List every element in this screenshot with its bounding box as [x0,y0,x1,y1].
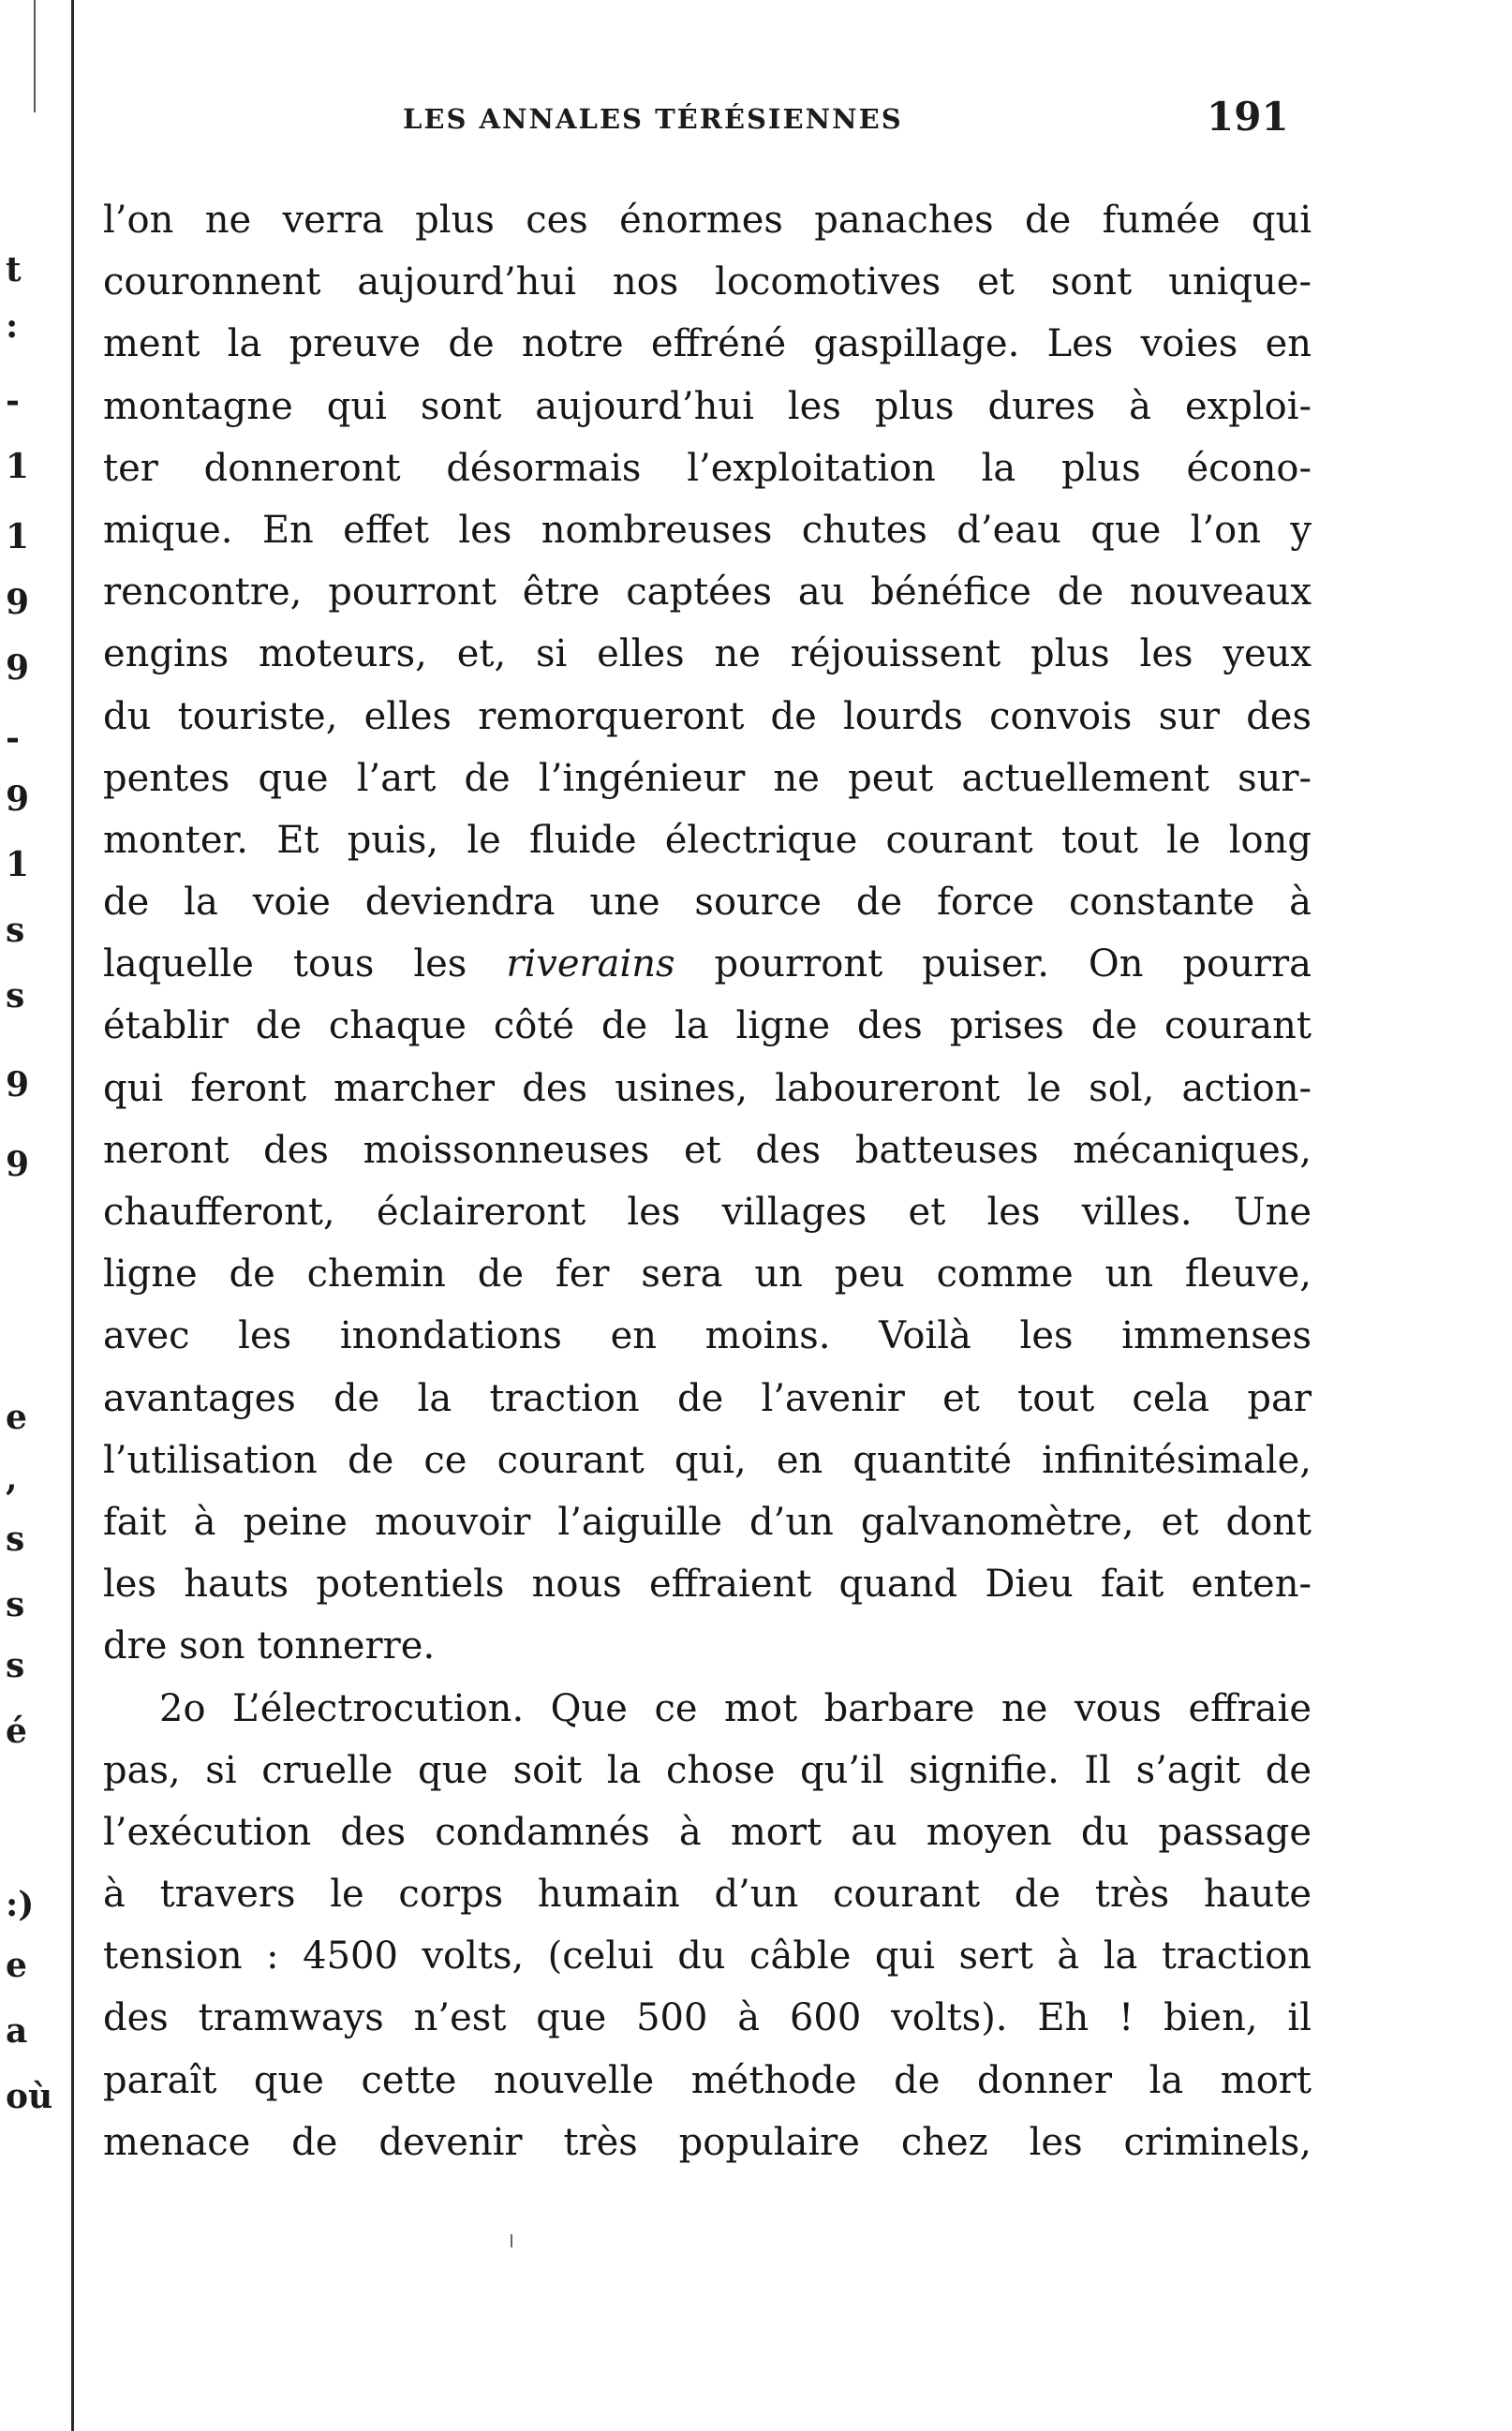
edge-fragment: 9 [6,779,30,819]
edge-fragment: - [6,719,20,758]
edge-fragment: t [6,250,22,289]
text-line: rencontre, pourront être captées au bénéfice de nouveaux [103,571,1312,615]
edge-fragment: - [6,381,20,421]
text-line: l’on ne verra plus ces énormes panaches de fumée qui [103,199,1312,242]
text-line: qui feront marcher des usines, laboureront le sol, action- [103,1066,1312,1110]
page-number: 191 [1207,94,1289,140]
edge-fragment: : [6,306,19,346]
paragraph-start-line: 2o L’électrocution. Que ce mot barbare ne vous effraie [159,1686,1312,1730]
facing-page-fragments [0,0,56,2431]
text-line: établir de chaque côté de la ligne des prises de courant [103,1004,1312,1048]
text-line: avantages de la traction de l’avenir et tout cela par [103,1376,1312,1420]
edge-fragment: 9 [6,1065,30,1104]
text-line: ligne de chemin de fer sera un peu comme un fleuve, [103,1253,1312,1297]
edge-fragment: 9 [6,1145,30,1184]
text-line: l’exécution des condamnés à mort au moyen du passage [103,1810,1312,1854]
edge-fragment: s [6,976,25,1015]
text-line: l’utilisation de ce courant qui, en quantité infinitésimale, [103,1438,1312,1482]
text-line: mique. En effet les nombreuses chutes d’eau que l’on y [103,508,1312,552]
text-line: avec les inondations en moins. Voilà les immenses [103,1314,1312,1358]
edge-fragment: , [6,1459,18,1498]
text-line: du touriste, elles remorqueront de lourds convois sur des [103,694,1312,738]
line-start: laquelle tous les [103,942,467,986]
binding-gutter-line [71,0,74,2431]
text-line: neront des moissonneuses et des batteuses mécaniques, [103,1128,1312,1172]
text-line: tension : 4500 volts, (celui du câble qui sert à la traction [103,1934,1312,1979]
text-line: ter donneront désormais l’exploitation la plus écono- [103,446,1312,490]
text-line: les hauts potentiels nous effraient quand Dieu fait enten- [103,1563,1312,1607]
text-line: montagne qui sont aujourd’hui les plus dures à exploi- [103,384,1312,428]
text-line: paraît que cette nouvelle méthode de donner la mort [103,2058,1312,2102]
italic-word: riverains [506,942,675,986]
edge-fragment: s [6,1646,25,1685]
edge-fragment: s [6,911,25,950]
text-line: pas, si cruelle que soit la chose qu’il signifie. Il s’agit de [103,1748,1312,1792]
text-line: de la voie deviendra une source de force constante à [103,881,1312,925]
edge-fragment: 9 [6,648,30,688]
text-line: engins moteurs, et, si elles ne réjouissent plus les yeux [103,632,1312,676]
text-line: menace de devenir très populaire chez les criminels, [103,2120,1312,2164]
line-end: pourront puiser. On pourra [714,942,1312,986]
ink-speck [511,2234,512,2247]
text-line: ment la preuve de notre effréné gaspillage. Les voies en [103,322,1312,366]
edge-fragment: a [6,2011,28,2051]
text-line: chaufferont, éclaireront les villages et les villes. Une [103,1191,1312,1234]
text-line: à travers le corps humain d’un courant de très haute [103,1873,1312,1917]
text-line: pentes que l’art de l’ingénieur ne peut actuellement sur- [103,756,1312,800]
edge-fragment: e [6,1398,27,1437]
edge-fragment: s [6,1585,25,1624]
edge-fragment: é [6,1712,27,1751]
body-text [103,189,1312,2173]
edge-fragment: 1 [6,517,30,556]
edge-fragment: :) [6,1885,35,1924]
text-line-with-italic [103,933,1312,995]
text-line: monter. Et puis, le fluide électrique courant tout le long [103,818,1312,862]
edge-fragment: 9 [6,583,30,622]
text-line: couronnent aujourd’hui nos locomotives et sont unique- [103,260,1312,304]
edge-fragment: s [6,1519,25,1559]
edge-fragment: où [6,2077,53,2116]
edge-fragment: 1 [6,447,30,486]
running-head-title: LES ANNALES TÉRÉSIENNES [403,103,903,135]
edge-fragment: e [6,1946,27,1985]
paragraph-end-line: dre son tonnerre. [103,1624,436,1668]
edge-fragment: 1 [6,845,30,884]
text-line: fait à peine mouvoir l’aiguille d’un galvanomètre, et dont [103,1500,1312,1544]
text-line: des tramways n’est que 500 à 600 volts). Eh ! bien, il [103,1996,1312,2040]
